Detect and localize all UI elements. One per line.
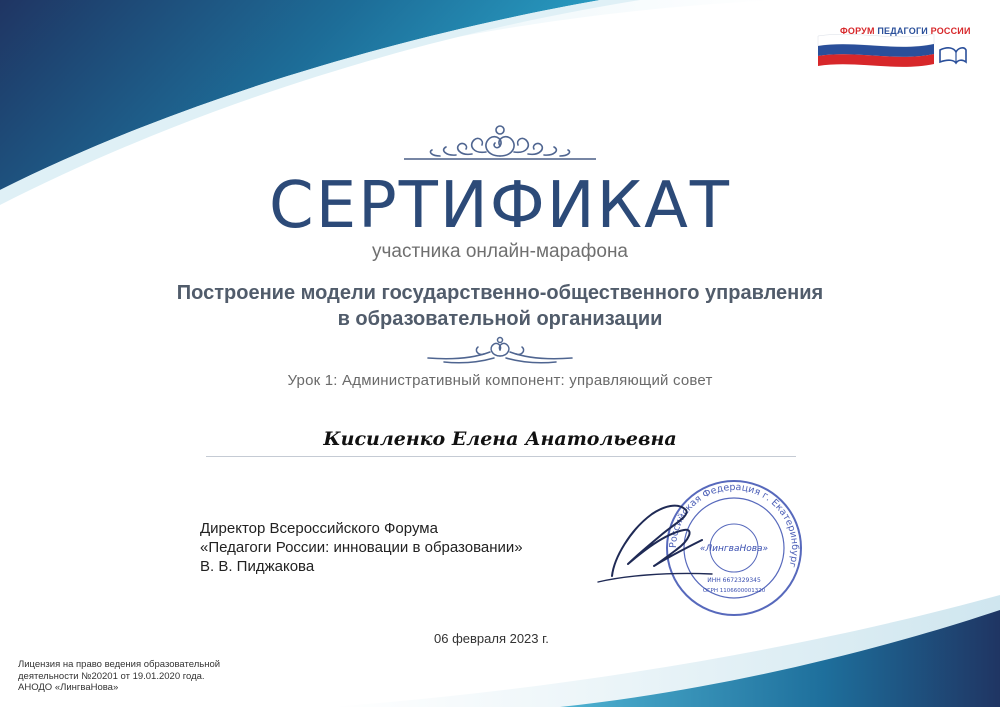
top-ornament-icon <box>400 122 600 164</box>
stamp-ring-text: Российская Федерация г. Екатеринбург <box>667 481 801 569</box>
course-title-line2: в образовательной организации <box>337 308 663 330</box>
logo-word-pedagogi: ПЕДАГОГИ <box>877 26 928 36</box>
logo-text <box>840 26 971 36</box>
stamp-inner-text: «ЛингваНова» <box>699 544 769 554</box>
license-line3: АНОДО «ЛингваНова» <box>18 682 119 693</box>
license-line1: Лицензия на право ведения образовательной <box>18 659 221 670</box>
stamp-inn: ИНН 6672329345 <box>707 577 761 584</box>
signature-icon <box>594 494 714 590</box>
issue-date: 06 февраля 2023 г. <box>434 631 549 646</box>
stamp-ogrn: ОГРН 1106600001320 <box>702 588 766 594</box>
name-underline <box>206 456 796 457</box>
license-block <box>18 659 220 694</box>
director-line1: Директор Всероссийского Форума <box>200 520 438 537</box>
director-block <box>200 519 523 576</box>
director-line2: «Педагоги России: инновации в образовании» <box>200 539 523 556</box>
forum-logo <box>816 22 971 68</box>
recipient-name: Кисиленко Елена Анатольевна <box>323 428 677 450</box>
certificate-subtitle: участника онлайн-марафона <box>371 241 629 262</box>
course-title-line1: Построение модели государственно-общественного управления <box>176 282 824 304</box>
course-title <box>0 280 1000 332</box>
logo-word-rossii: РОССИИ <box>930 26 971 36</box>
director-name: В. В. Пиджакова <box>200 558 315 575</box>
logo-word-forum: ФОРУМ <box>840 26 875 36</box>
lesson-title: Урок 1: Административный компонент: управляющий совет <box>287 372 713 389</box>
license-line2: деятельности №20201 от 19.01.2020 года. <box>18 670 205 682</box>
certificate-title: СЕРТИФИКАТ <box>269 169 731 243</box>
middle-ornament-icon <box>424 336 576 366</box>
